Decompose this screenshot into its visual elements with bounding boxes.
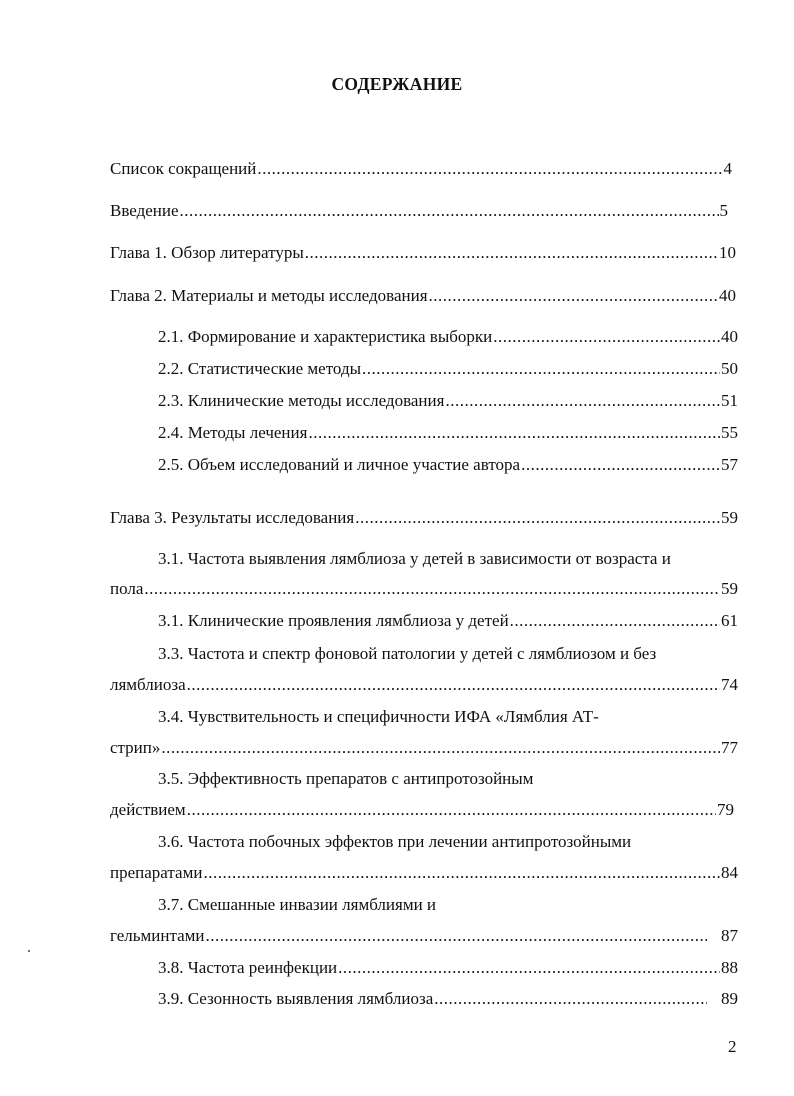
toc-leader [305, 242, 718, 264]
toc-label: 2.2. Статистические методы [158, 359, 362, 378]
toc-page: 61 [721, 611, 738, 630]
toc-entry-introduction [110, 200, 728, 222]
toc-entry-abbreviations [110, 158, 732, 180]
toc-page: 51 [721, 391, 738, 410]
toc-entry-3-7-line1: 3.7. Смешанные инвазии лямблиями и [158, 895, 437, 914]
toc-leader [362, 358, 720, 380]
toc-leader [187, 799, 716, 821]
toc-leader [355, 507, 720, 529]
toc-leader [445, 390, 720, 412]
toc-label: 2.5. Объем исследований и личное участие автора [158, 455, 521, 474]
toc-leader [203, 862, 720, 884]
toc-entry-3-9 [158, 988, 738, 1010]
toc-entry-3-1-line2 [110, 578, 738, 600]
toc-leader [257, 158, 722, 180]
toc-label: 2.1. Формирование и характеристика выборки [158, 327, 493, 346]
toc-leader [493, 326, 720, 348]
toc-page: 74 [721, 675, 738, 694]
toc-leader [187, 674, 720, 696]
toc-leader [338, 957, 720, 979]
toc-leader [206, 925, 707, 947]
toc-page: 55 [721, 423, 738, 442]
scan-speck [28, 950, 30, 952]
toc-page: 84 [721, 863, 738, 882]
toc-entry-3-6-line2 [110, 862, 738, 884]
toc-page: 87 [721, 926, 738, 945]
toc-page: 10 [719, 243, 736, 262]
toc-page: 79 [717, 800, 734, 819]
toc-entry-3-6-line1: 3.6. Частота побочных эффектов при лечении антипротозойными [158, 832, 632, 851]
toc-page: 40 [721, 327, 738, 346]
toc-entry-2-3 [158, 390, 738, 412]
toc-label: стрип» [110, 738, 161, 757]
toc-leader [161, 737, 720, 759]
toc-entry-2-5 [158, 454, 738, 476]
toc-label: пола [110, 579, 144, 598]
toc-label: 3.9. Сезонность выявления лямблиоза [158, 989, 434, 1008]
toc-leader [521, 454, 720, 476]
toc-entry-chapter-3 [110, 507, 738, 529]
toc-page: 5 [719, 201, 728, 220]
page-title: СОДЕРЖАНИЕ [331, 74, 463, 94]
toc-page: 57 [721, 455, 738, 474]
toc-entry-2-1 [158, 326, 738, 348]
toc-entry-chapter-2 [110, 285, 736, 307]
toc-entry-3-3-line2 [110, 674, 738, 696]
toc-page: 59 [721, 508, 738, 527]
toc-label: Введение [110, 201, 179, 220]
toc-entry-3-4-line2 [110, 737, 738, 759]
toc-label: Список сокращений [110, 159, 257, 178]
toc-entry-3-1-line1: 3.1. Частота выявления лямблиоза у детей в зависимости от возраста и [158, 549, 671, 568]
toc-leader [144, 578, 720, 600]
toc-label: Глава 3. Результаты исследования [110, 508, 355, 527]
toc-page: 88 [721, 958, 738, 977]
toc-page: 40 [719, 286, 736, 305]
toc-label: действием [110, 800, 186, 819]
toc-label: гельминтами [110, 926, 205, 945]
toc-page: 77 [721, 738, 738, 757]
toc-label: 3.8. Частота реинфекции [158, 958, 338, 977]
toc-entry-3-5-line1: 3.5. Эффективность препаратов с антипротозойным [158, 769, 534, 788]
toc-page: 4 [723, 159, 732, 178]
toc-label: лямблиоза [110, 675, 186, 694]
toc-leader [510, 610, 720, 632]
toc-page: 50 [721, 359, 738, 378]
toc-label: Глава 2. Материалы и методы исследования [110, 286, 428, 305]
toc-entry-3-7-line2 [110, 925, 738, 947]
toc-label: Глава 1. Обзор литературы [110, 243, 304, 262]
toc-entry-3-8 [158, 957, 738, 979]
toc-page: 59 [721, 579, 738, 598]
toc-entry-3-4-line1: 3.4. Чувствительность и специфичности ИФА «Лямблия АТ- [158, 707, 599, 726]
toc-label: 3.1. Клинические проявления лямблиоза у детей [158, 611, 509, 630]
toc-label: 2.3. Клинические методы исследования [158, 391, 445, 410]
toc-leader [429, 285, 718, 307]
toc-entry-3-1-clinical [158, 610, 738, 632]
toc-leader [180, 200, 719, 222]
toc-entry-chapter-1 [110, 242, 736, 264]
toc-leader [308, 422, 720, 444]
toc-entry-3-3-line1: 3.3. Частота и спектр фоновой патологии у детей с лямблиозом и без [158, 644, 657, 663]
toc-entry-2-2 [158, 358, 738, 380]
toc-label: 2.4. Методы лечения [158, 423, 308, 442]
toc-page: 89 [721, 989, 738, 1008]
toc-entry-2-4 [158, 422, 738, 444]
toc-entry-3-5-line2 [110, 799, 734, 821]
toc-leader [434, 988, 707, 1010]
page-number: 2 [728, 1037, 737, 1056]
toc-label: препаратами [110, 863, 203, 882]
